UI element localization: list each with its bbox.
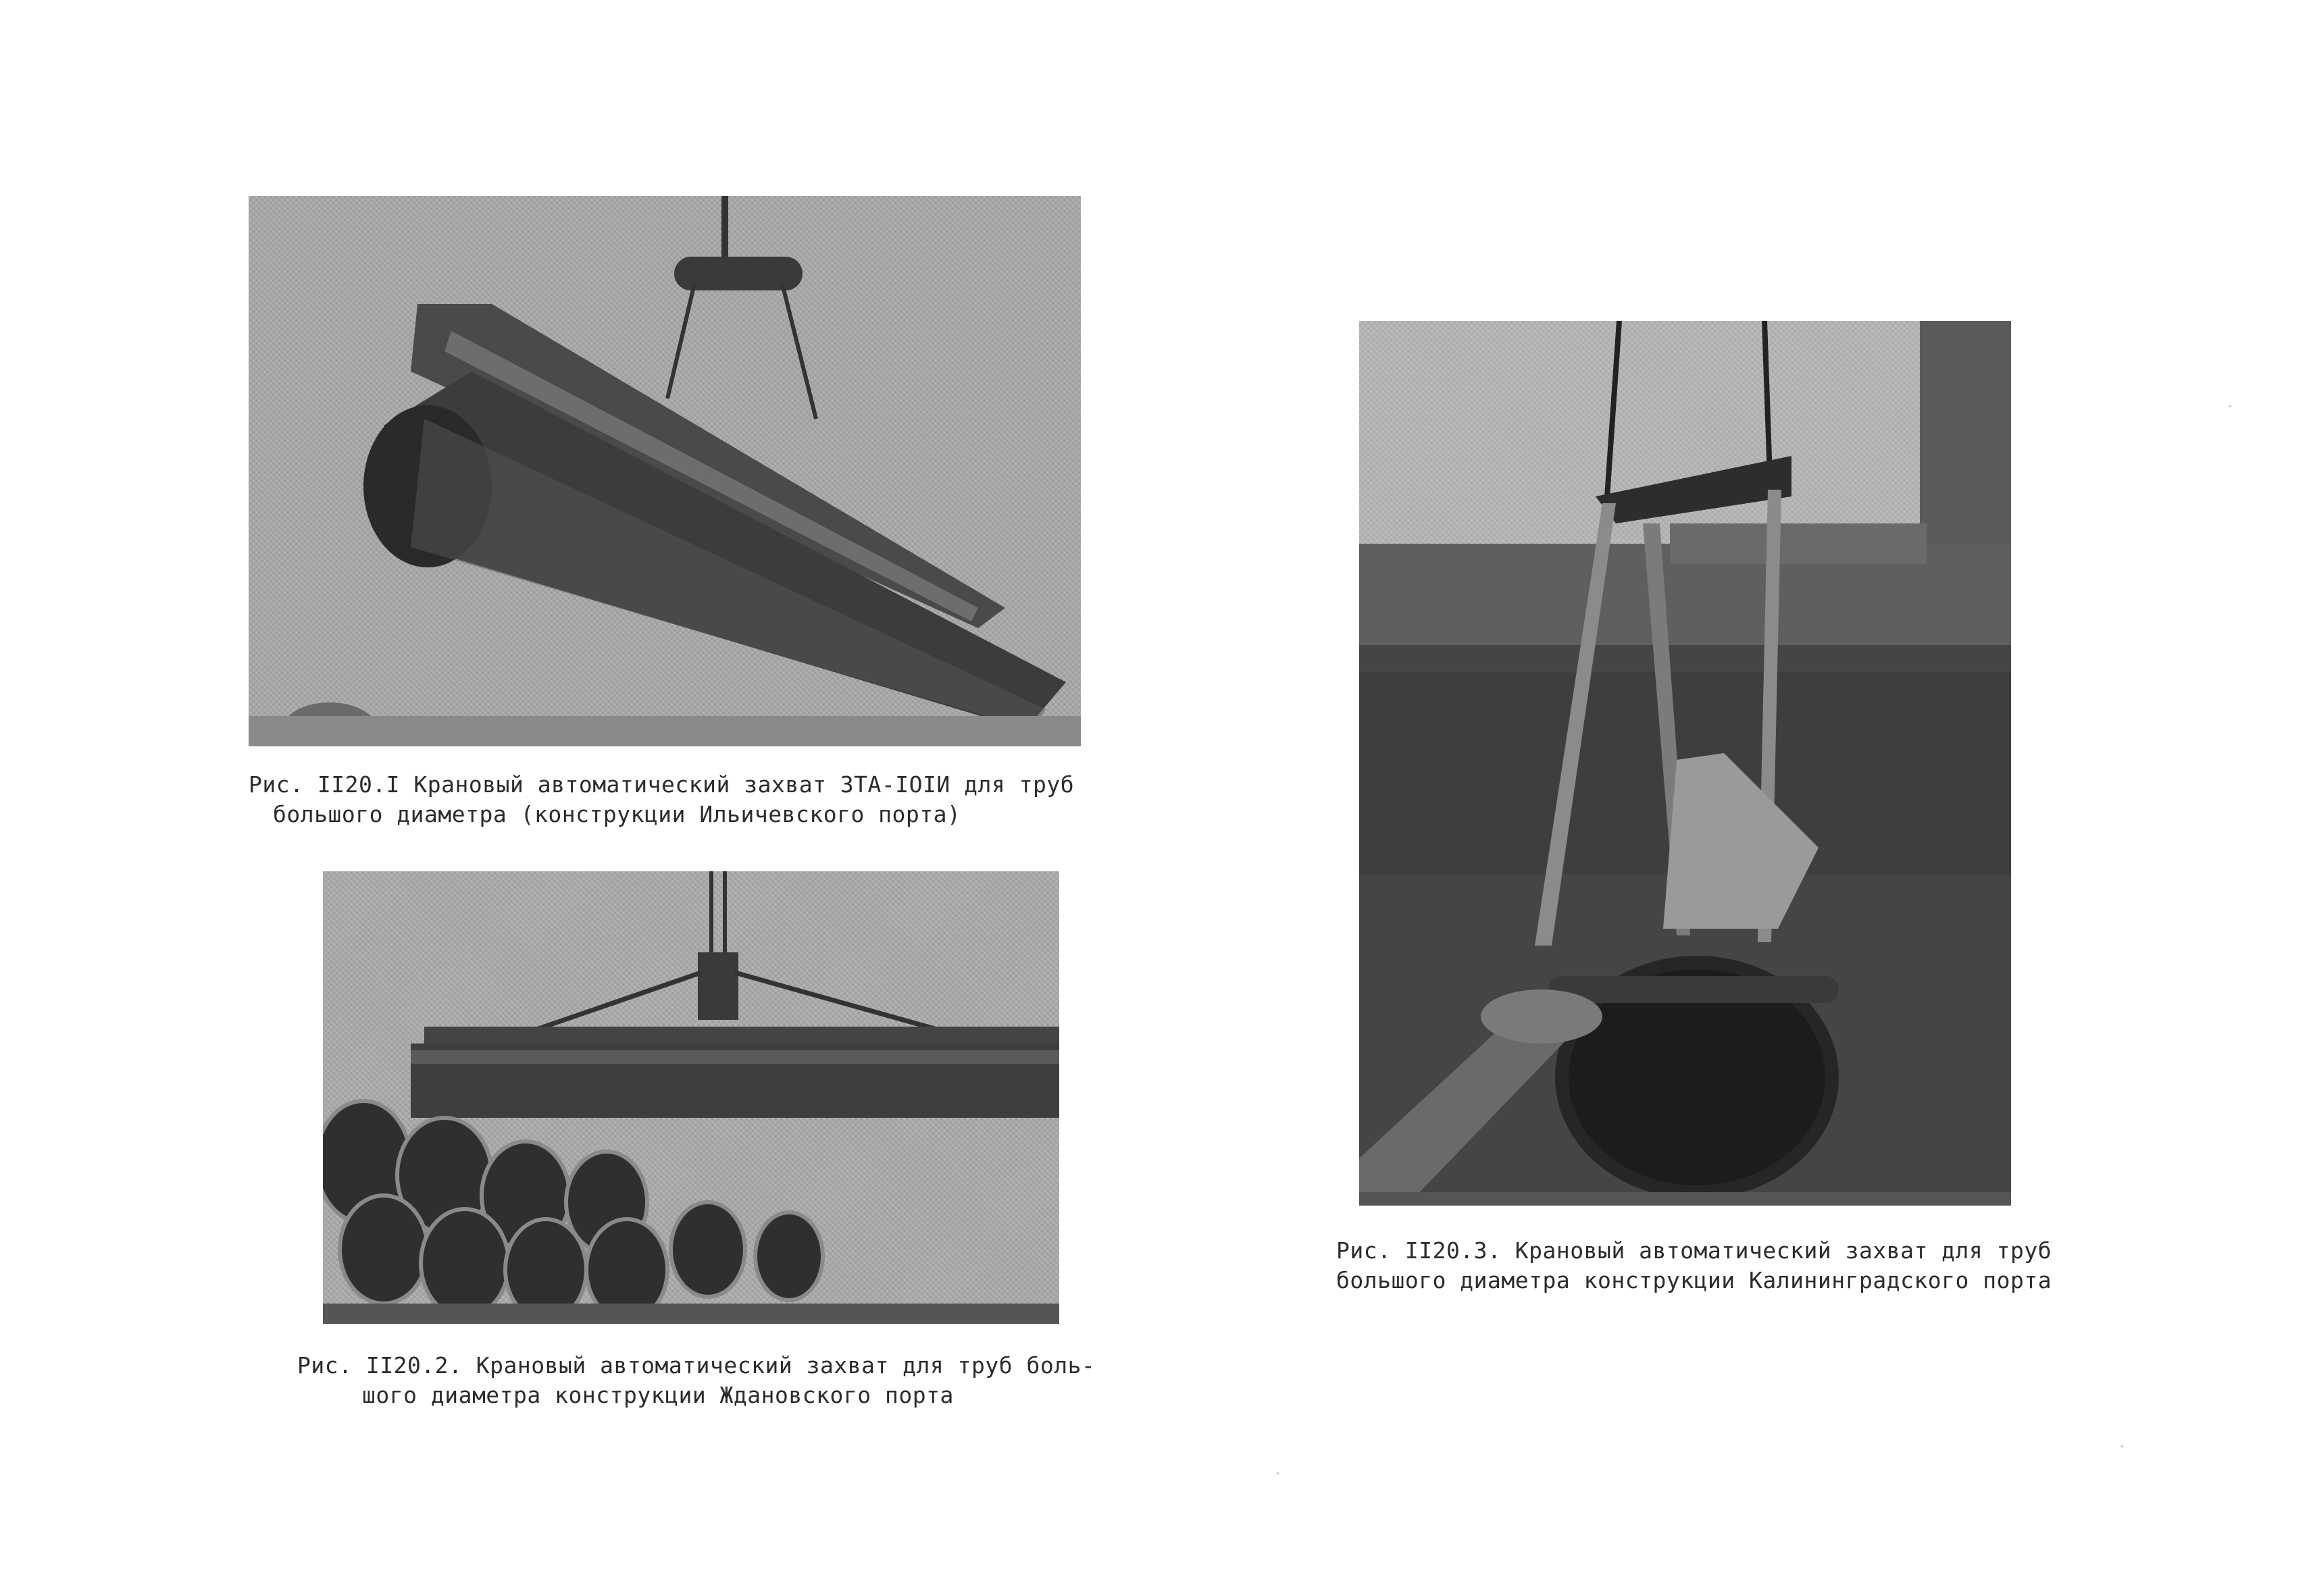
figure-1-caption-line-2: большого диаметра (конструкции Ильичевского порта)	[273, 801, 961, 827]
figure-1-photo	[249, 196, 1081, 746]
figure-2-caption	[297, 1351, 1095, 1410]
figure-3-photo	[1359, 321, 2011, 1206]
scan-speck	[1277, 1472, 1279, 1474]
figure-2-caption-line-2: шого диаметра конструкции Ждановского порта	[362, 1382, 954, 1408]
figure-3-caption	[1336, 1236, 2052, 1295]
scan-speck	[2121, 1445, 2123, 1447]
figure-2-caption-line-1: Рис. II20.2. Крановый автоматический захват для труб боль-	[297, 1352, 1096, 1379]
figure-2-photo	[323, 871, 1059, 1324]
figure-3-caption-line-1: Рис. II20.3. Крановый автоматический захват для труб	[1336, 1237, 2052, 1264]
figure-1-caption	[249, 770, 1074, 829]
figure-1-caption-line-1: Рис. II20.I Крановый автоматический захват ЗТА-IOIИ для труб	[249, 771, 1075, 798]
scan-speck	[2229, 405, 2231, 407]
figure-3-caption-line-2: большого диаметра конструкции Калининградского порта	[1336, 1267, 2052, 1293]
